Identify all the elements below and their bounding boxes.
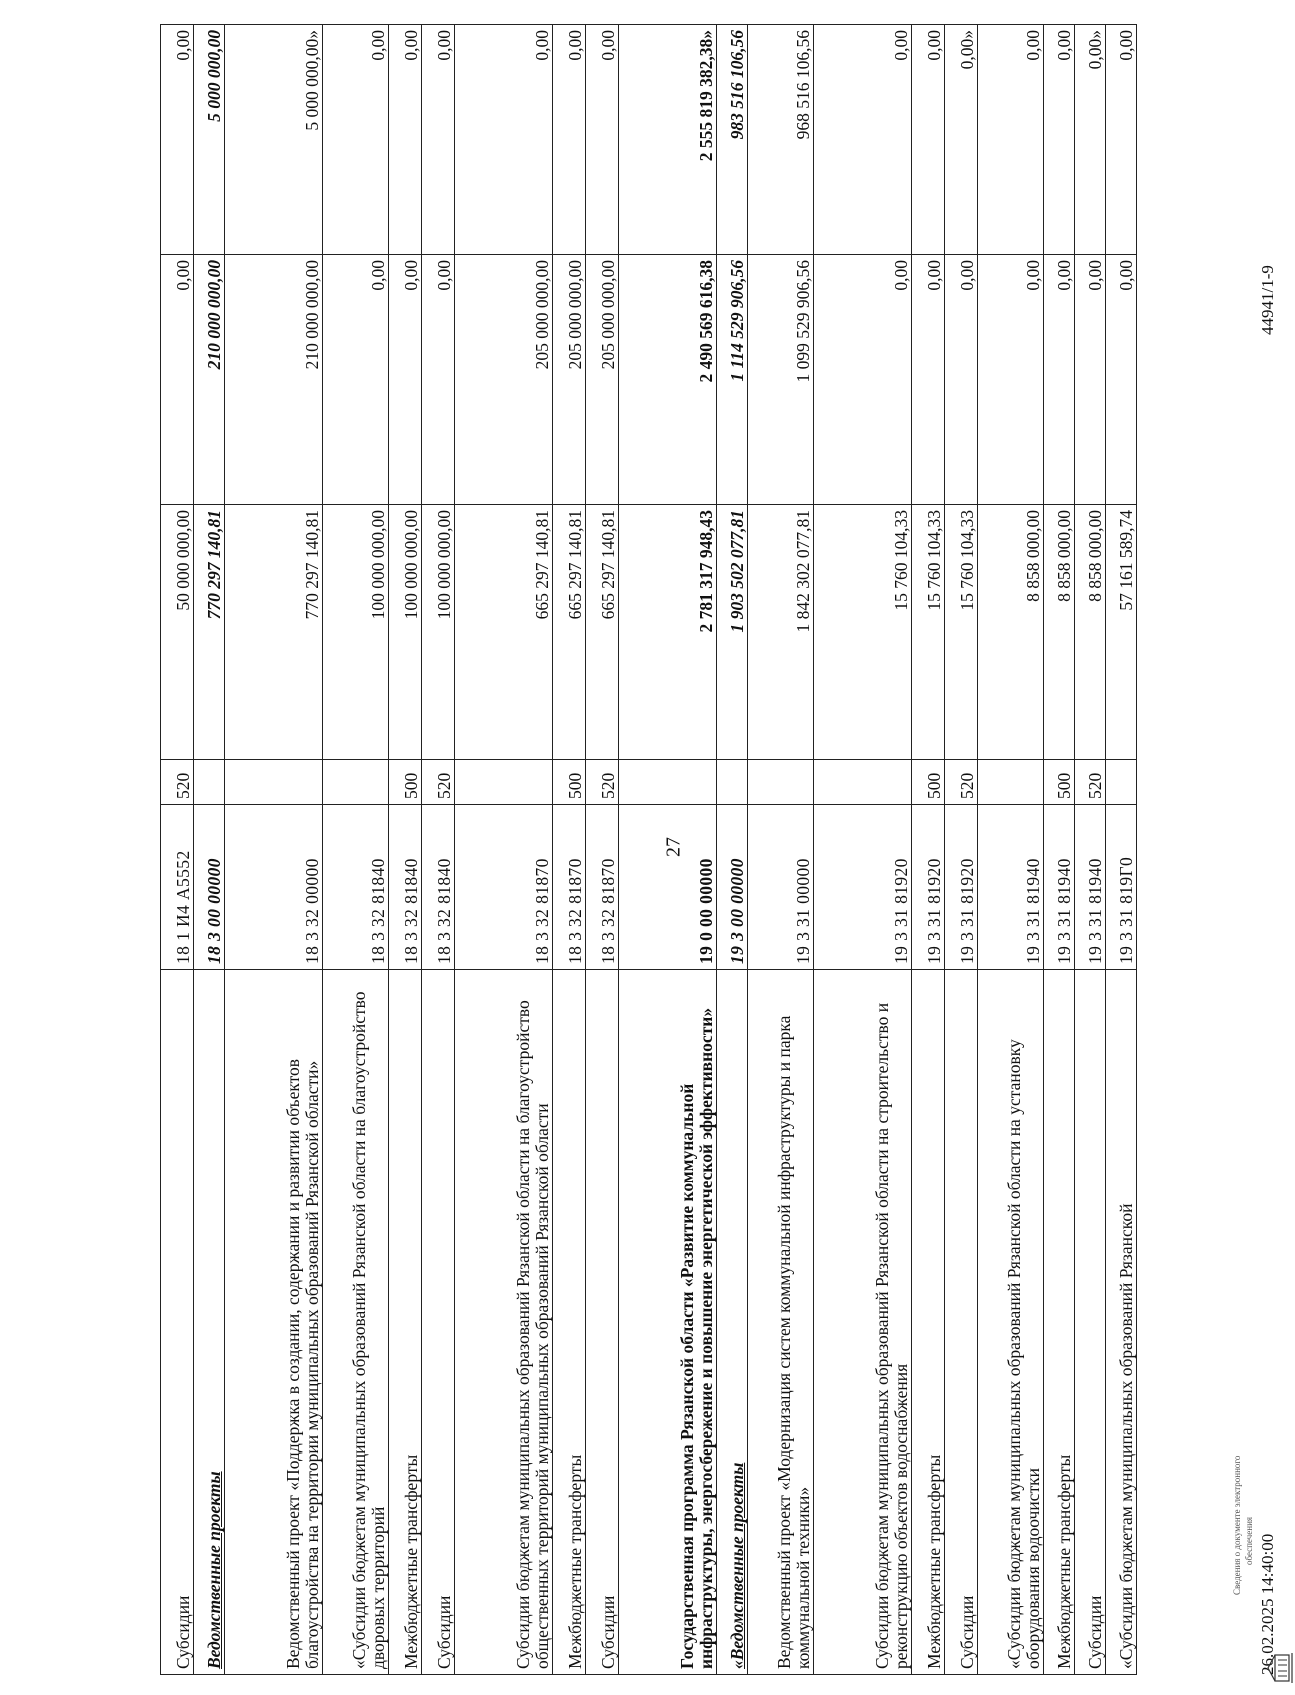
footer-doc-number: 44941/1-9 (1258, 265, 1277, 335)
row-name: Субсидии бюджетам муниципальных образований Рязанской области на благоустройство общественных территорий муниципальных образований Рязанской области (455, 970, 553, 1675)
row-value-1: 15 760 104,33 (814, 505, 912, 760)
row-value-1: 100 000 000,00 (389, 505, 422, 760)
row-value-3: 0,00 (912, 25, 945, 255)
row-code: 18 3 32 81870 (455, 805, 553, 970)
row-value-2: 210 000 000,00 (194, 255, 225, 505)
row-code: 19 3 31 81940 (978, 805, 1044, 970)
row-vr: 520 (1075, 760, 1106, 805)
row-code: 19 3 31 81920 (814, 805, 912, 970)
row-code: 19 3 31 00000 (748, 805, 814, 970)
row-value-1: 8 858 000,00 (978, 505, 1044, 760)
row-code: 18 3 32 00000 (225, 805, 323, 970)
row-value-2: 205 000 000,00 (455, 255, 553, 505)
row-value-2: 0,00 (945, 255, 978, 505)
row-name: Субсидии (586, 970, 619, 1675)
row-code: 19 0 00 00000 (619, 805, 717, 970)
row-code: 19 3 31 819Г0 (1106, 805, 1137, 970)
row-value-1: 100 000 000,00 (422, 505, 455, 760)
row-value-1: 665 297 140,81 (586, 505, 619, 760)
table-row (422, 25, 455, 1675)
row-name: Государственная программа Рязанской области «Развитие коммунальной инфраструктуры, энергосбережение и повышение энергетической эффективности» (619, 970, 717, 1675)
row-value-1: 8 858 000,00 (1044, 505, 1075, 760)
row-name: Субсидии (945, 970, 978, 1675)
table-row (814, 25, 912, 1675)
row-value-3: 0,00 (814, 25, 912, 255)
row-vr (194, 760, 225, 805)
row-value-2: 0,00 (323, 255, 389, 505)
table-row (1075, 25, 1106, 1675)
row-vr: 500 (912, 760, 945, 805)
table-row (389, 25, 422, 1675)
row-value-3: 0,00 (389, 25, 422, 255)
row-value-2: 0,00 (422, 255, 455, 505)
row-value-2: 205 000 000,00 (553, 255, 586, 505)
row-code: 19 3 31 81920 (945, 805, 978, 970)
stamp-logo-icon (1265, 1651, 1295, 1685)
row-vr: 500 (553, 760, 586, 805)
row-value-2: 1 114 529 906,56 (717, 255, 748, 505)
row-value-1: 1 903 502 077,81 (717, 505, 748, 760)
row-code: 19 3 31 81940 (1075, 805, 1106, 970)
row-vr (1106, 760, 1137, 805)
row-value-1: 665 297 140,81 (455, 505, 553, 760)
row-vr: 520 (586, 760, 619, 805)
row-name: Межбюджетные трансферты (1044, 970, 1075, 1675)
row-value-3: 0,00 (586, 25, 619, 255)
row-code: 18 3 32 81870 (553, 805, 586, 970)
row-vr (225, 760, 323, 805)
row-value-1: 15 760 104,33 (912, 505, 945, 760)
row-value-3: 0,00 (323, 25, 389, 255)
table-row (323, 25, 389, 1675)
row-value-3: 5 000 000,00 (194, 25, 225, 255)
row-value-1: 50 000 000,00 (161, 505, 194, 760)
row-value-2: 0,00 (1075, 255, 1106, 505)
row-value-3: 0,00 (161, 25, 194, 255)
row-value-2: 0,00 (1044, 255, 1075, 505)
row-name: Межбюджетные трансферты (912, 970, 945, 1675)
row-vr: 500 (1044, 760, 1075, 805)
row-value-1: 1 842 302 077,81 (748, 505, 814, 760)
row-value-3: 983 516 106,56 (717, 25, 748, 255)
row-value-3: 0,00 (978, 25, 1044, 255)
row-name: «Ведомственные проекты (717, 970, 748, 1675)
table-row (225, 25, 323, 1675)
row-name: Субсидии (161, 970, 194, 1675)
row-vr (455, 760, 553, 805)
row-value-2: 0,00 (1106, 255, 1137, 505)
row-value-3: 5 000 000,00» (225, 25, 323, 255)
row-value-1: 665 297 140,81 (553, 505, 586, 760)
row-vr (619, 760, 717, 805)
table-row (194, 25, 225, 1675)
row-value-3: 0,00 (1044, 25, 1075, 255)
table-row (619, 25, 717, 1675)
row-vr: 500 (389, 760, 422, 805)
table-row (455, 25, 553, 1675)
row-vr (814, 760, 912, 805)
row-code: 18 1 И4 А5552 (161, 805, 194, 970)
row-vr (748, 760, 814, 805)
row-code: 19 3 31 81940 (1044, 805, 1075, 970)
table-row (978, 25, 1044, 1675)
table-row (1044, 25, 1075, 1675)
row-value-3: 968 516 106,56 (748, 25, 814, 255)
row-name: Ведомственный проект «Модернизация систем коммунальной инфраструктуры и парка коммунальной техники» (748, 970, 814, 1675)
row-name: «Субсидии бюджетам муниципальных образований Рязанской области на благоустройство дворовых территорий (323, 970, 389, 1675)
row-name: Субсидии бюджетам муниципальных образований Рязанской области на строительство и реконструкцию объектов водоснабжения (814, 970, 912, 1675)
row-code: 19 3 00 00000 (717, 805, 748, 970)
table-row (912, 25, 945, 1675)
row-code: 18 3 32 81870 (586, 805, 619, 970)
row-vr (323, 760, 389, 805)
table-row (748, 25, 814, 1675)
row-value-2: 0,00 (912, 255, 945, 505)
row-value-3: 0,00» (945, 25, 978, 255)
row-name: Субсидии (1075, 970, 1106, 1675)
table-row (945, 25, 978, 1675)
row-value-1: 2 781 317 948,43 (619, 505, 717, 760)
rotated-page-content (160, 25, 1277, 1675)
row-value-2: 205 000 000,00 (586, 255, 619, 505)
row-name: Ведомственный проект «Поддержка в создании, содержании и развитии объектов благоустройства на территории муниципальных образований Рязанской области» (225, 970, 323, 1675)
table-row (553, 25, 586, 1675)
row-value-1: 770 297 140,81 (194, 505, 225, 760)
footer-fine-print-1: Сведения о документе электронного (1232, 1455, 1242, 1595)
budget-table (160, 24, 1137, 1675)
table-row (586, 25, 619, 1675)
row-value-3: 2 555 819 382,38» (619, 25, 717, 255)
row-name: Ведомственные проекты (194, 970, 225, 1675)
row-value-2: 1 099 529 906,56 (748, 255, 814, 505)
row-vr (717, 760, 748, 805)
page-number: 27 (662, 837, 685, 857)
row-code: 18 3 32 81840 (389, 805, 422, 970)
row-code: 19 3 31 81920 (912, 805, 945, 970)
row-value-3: 0,00 (553, 25, 586, 255)
row-vr: 520 (161, 760, 194, 805)
row-value-2: 0,00 (161, 255, 194, 505)
row-value-2: 0,00 (389, 255, 422, 505)
row-code: 18 3 32 81840 (422, 805, 455, 970)
row-code: 18 3 32 81840 (323, 805, 389, 970)
row-name: Межбюджетные трансферты (389, 970, 422, 1675)
row-value-1: 8 858 000,00 (1075, 505, 1106, 760)
table-row (717, 25, 748, 1675)
row-value-3: 0,00 (455, 25, 553, 255)
row-name: Субсидии (422, 970, 455, 1675)
row-name: «Субсидии бюджетам муниципальных образований Рязанской области на установку оборудования водоочистки (978, 970, 1044, 1675)
row-name: Межбюджетные трансферты (553, 970, 586, 1675)
row-vr (978, 760, 1044, 805)
row-value-1: 15 760 104,33 (945, 505, 978, 760)
footer-fine-print-2: обеспечения (1244, 1516, 1254, 1565)
row-value-1: 100 000 000,00 (323, 505, 389, 760)
row-value-2: 210 000 000,00 (225, 255, 323, 505)
row-value-1: 57 161 589,74 (1106, 505, 1137, 760)
row-value-2: 2 490 569 616,38 (619, 255, 717, 505)
row-value-2: 0,00 (814, 255, 912, 505)
row-vr: 520 (422, 760, 455, 805)
table-row (1106, 25, 1137, 1675)
row-value-3: 0,00» (1075, 25, 1106, 255)
row-code: 18 3 00 00000 (194, 805, 225, 970)
row-value-1: 770 297 140,81 (225, 505, 323, 760)
row-value-2: 0,00 (978, 255, 1044, 505)
row-value-3: 0,00 (1106, 25, 1137, 255)
footer-datetime: 26.02.2025 14:40:00 (1258, 1533, 1277, 1675)
row-vr: 520 (945, 760, 978, 805)
row-name: «Субсидии бюджетам муниципальных образований Рязанской (1106, 970, 1137, 1675)
table-row (161, 25, 194, 1675)
row-value-3: 0,00 (422, 25, 455, 255)
